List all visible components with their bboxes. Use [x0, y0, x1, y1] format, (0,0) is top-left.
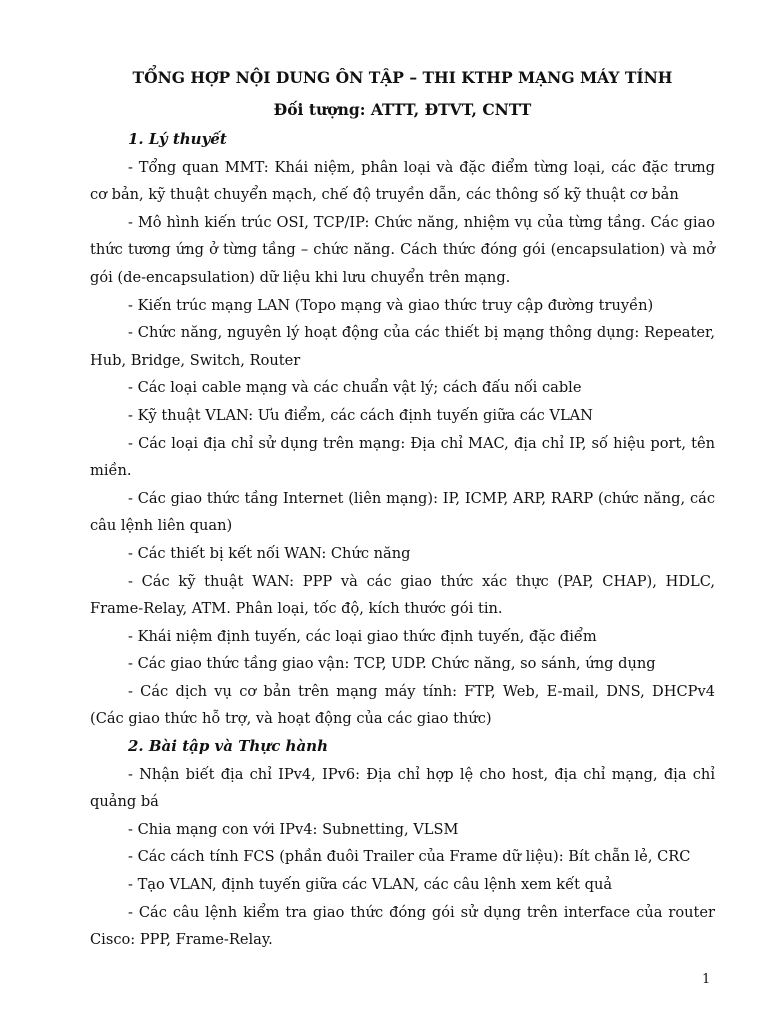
list-item: - Tạo VLAN, định tuyến giữa các VLAN, các câu lệnh xem kết quả	[128, 876, 613, 894]
list-item: - Chức năng, nguyên lý hoạt động của các thiết bị mạng thông dụng: Repeater, Hub, Bridge, Switch, Router	[90, 324, 715, 369]
document-subtitle: Đối tượng: ATTT, ĐTVT, CNTT	[273, 100, 532, 119]
list-item: - Các kỹ thuật WAN: PPP và các giao thức xác thực (PAP, CHAP), HDLC, Frame-Relay, ATM. Phân loại, tốc độ, kích thước gói tin.	[90, 572, 715, 618]
list-item: - Kiến trúc mạng LAN (Topo mạng và giao thức truy cập đường truyền)	[128, 296, 654, 314]
list-item: - Tổng quan MMT: Khái niệm, phân loại và đặc điểm từng loại, các đặc trưng cơ bản, kỹ thuật chuyển mạch, chế độ truyền dẫn, các thông số kỹ thuật cơ bản	[90, 158, 715, 204]
section-heading-exercises: 2. Bài tập và Thực hành	[128, 737, 328, 756]
page-number: 1	[702, 972, 711, 987]
list-item: - Các loại địa chỉ sử dụng trên mạng: Địa chỉ MAC, địa chỉ IP, số hiệu port, tên miền.	[90, 434, 715, 480]
list-item: - Các giao thức tầng Internet (liên mạng): IP, ICMP, ARP, RARP (chức năng, các câu lệnh liên quan)	[90, 489, 715, 535]
list-item: - Khái niệm định tuyến, các loại giao thức định tuyến, đặc điểm	[128, 627, 597, 645]
list-item: - Kỹ thuật VLAN: Ưu điểm, các cách định tuyến giữa các VLAN	[128, 406, 593, 424]
list-item: - Các dịch vụ cơ bản trên mạng máy tính: FTP, Web, E-mail, DNS, DHCPv4 (Các giao thức hỗ trợ, và hoạt động của các giao thức)	[90, 682, 715, 728]
section-heading-theory: 1. Lý thuyết	[128, 130, 227, 148]
document-title: TỔNG HỢP NỘI DUNG ÔN TẬP – THI KTHP MẠNG MÁY TÍNH	[132, 68, 673, 87]
list-item: - Các giao thức tầng giao vận: TCP, UDP. Chức năng, so sánh, ứng dụng	[128, 655, 656, 673]
list-item: - Mô hình kiến trúc OSI, TCP/IP: Chức năng, nhiệm vụ của từng tầng. Các giao thức tương ứng ở từng tầng – chức năng. Cách thức đóng gói (encapsulation) và mở gói (de-encapsulation) dữ liệu khi lưu chuyển trên mạng.	[90, 213, 715, 286]
list-item: - Các thiết bị kết nối WAN: Chức năng	[128, 544, 411, 562]
list-item: - Nhận biết địa chỉ IPv4, IPv6: Địa chỉ hợp lệ cho host, địa chỉ mạng, địa chỉ quảng bá	[90, 765, 715, 811]
list-item: - Chia mạng con với IPv4: Subnetting, VLSM	[128, 820, 459, 838]
list-item: - Các loại cable mạng và các chuẩn vật lý; cách đấu nối cable	[128, 379, 582, 397]
list-item: - Các cách tính FCS (phần đuôi Trailer của Frame dữ liệu): Bít chẵn lẻ, CRC	[128, 848, 691, 866]
list-item: - Các câu lệnh kiểm tra giao thức đóng gói sử dụng trên interface của router Cisco: PPP, Frame-Relay.	[90, 903, 715, 949]
document-page	[90, 62, 715, 954]
